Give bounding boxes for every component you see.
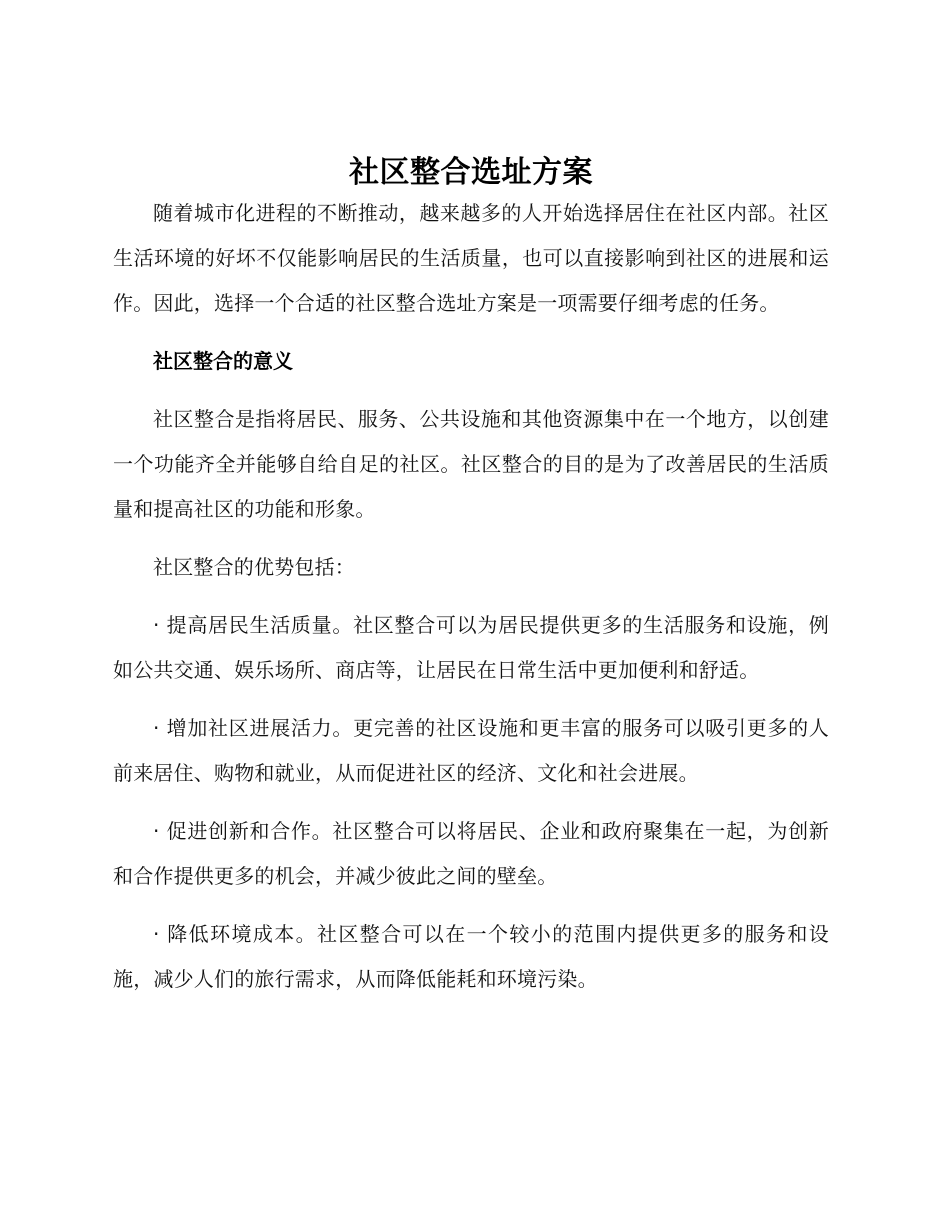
- advantage-item-2: · 增加社区进展活力。更完善的社区设施和更丰富的服务可以吸引更多的人前来居住、购物和就业，从而促进社区的经济、文化和社会进展。: [113, 716, 829, 785]
- advantage-item-4: · 降低环境成本。社区整合可以在一个较小的范围内提供更多的服务和设施，减少人们的旅行需求，从而降低能耗和环境污染。: [113, 922, 829, 991]
- document-title: 社区整合选址方案: [349, 155, 593, 190]
- advantage-item-3: · 促进创新和合作。社区整合可以将居民、企业和政府聚集在一起，为创新和合作提供更多的机会，并减少彼此之间的壁垒。: [113, 819, 829, 888]
- advantages-intro: 社区整合的优势包括：: [153, 555, 355, 579]
- definition-paragraph: 社区整合是指将居民、服务、公共设施和其他资源集中在一个地方，以创建一个功能齐全并能够自给自足的社区。社区整合的目的是为了改善居民的生活质量和提高社区的功能和形象。: [113, 407, 829, 521]
- intro-paragraph: 随着城市化进程的不断推动，越来越多的人开始选择居住在社区内部。社区生活环境的好坏不仅能影响居民的生活质量，也可以直接影响到社区的进展和运作。因此，选择一个合适的社区整合选址方案是一项需要仔细考虑的任务。: [113, 201, 829, 315]
- section-heading: 社区整合的意义: [153, 349, 293, 373]
- document-body: [113, 150, 829, 1015]
- advantage-item-1: · 提高居民生活质量。社区整合可以为居民提供更多的生活服务和设施，例如公共交通、娱乐场所、商店等，让居民在日常生活中更加便利和舒适。: [113, 613, 829, 682]
